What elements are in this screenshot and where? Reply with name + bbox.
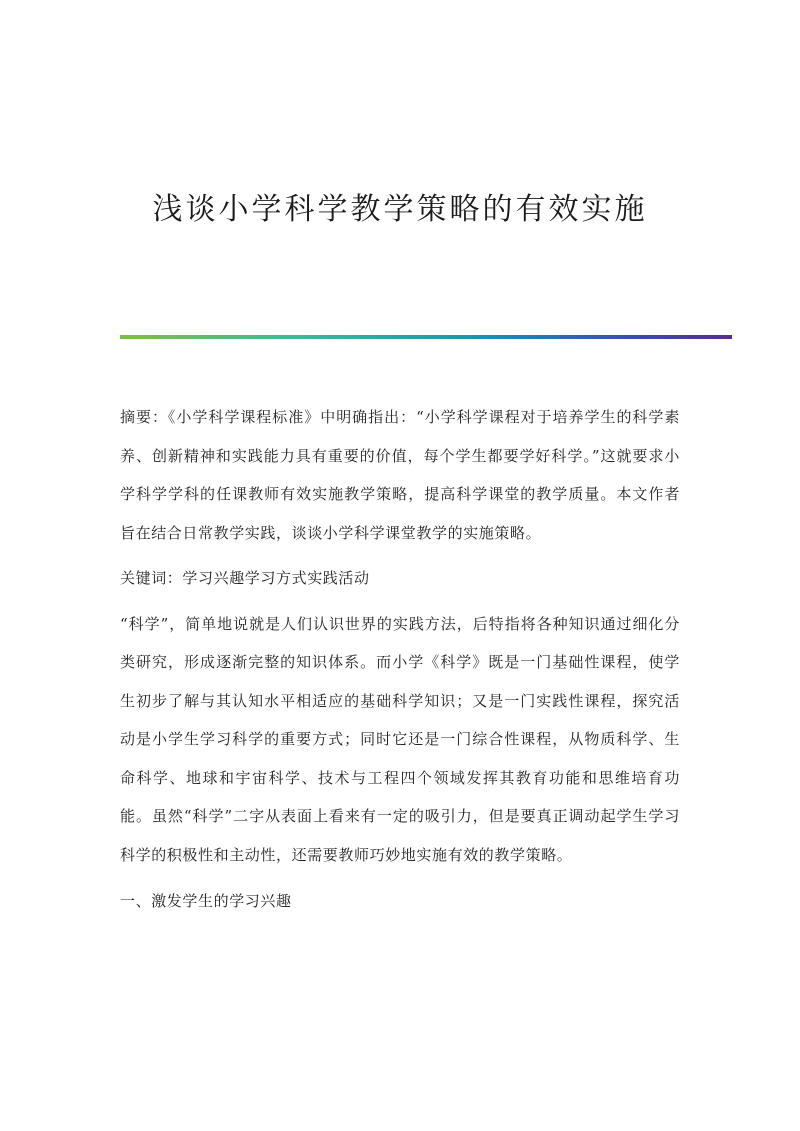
intro-paragraph: “科学”，简单地说就是人们认识世界的实践方法，后特指将各种知识通过细化分类研究，形成逐渐完整的知识体系。而小学《科学》既是一门基础性课程，使学生初步了解与其认知水平相适应的基础科学知识；又是一门实践性课程，探究活动是小学生学习科学的重要方式；同时它还是一门综合性课程，从物质科学、生命科学、地球和宇宙科学、技术与工程四个领域发挥其教育功能和思维培育功能。虽然“科学”二字从表面上看来有一定的吸引力，但是要真正调动起学生学习科学的积极性和主动性，还需要教师巧妙地实施有效的教学策略。: [120, 614, 680, 864]
document-body: [120, 398, 680, 921]
title-divider: [120, 335, 732, 339]
document-title: 浅谈小学科学教学策略的有效实施: [152, 192, 648, 227]
section-heading: 一、激发学生的学习兴趣: [120, 892, 292, 910]
keywords-line: 关键词：学习兴趣学习方式实践活动: [120, 569, 370, 587]
abstract-paragraph: 摘要：《小学科学课程标准》中明确指出：“小学科学课程对于培养学生的科学素养、创新精神和实践能力具有重要的价值，每个学生都要学好科学。”这就要求小学科学学科的任课教师有效实施教学策略，提高科学课堂的教学质量。本文作者旨在结合日常教学实践，谈谈小学科学课堂教学的实施策略。: [120, 408, 680, 542]
